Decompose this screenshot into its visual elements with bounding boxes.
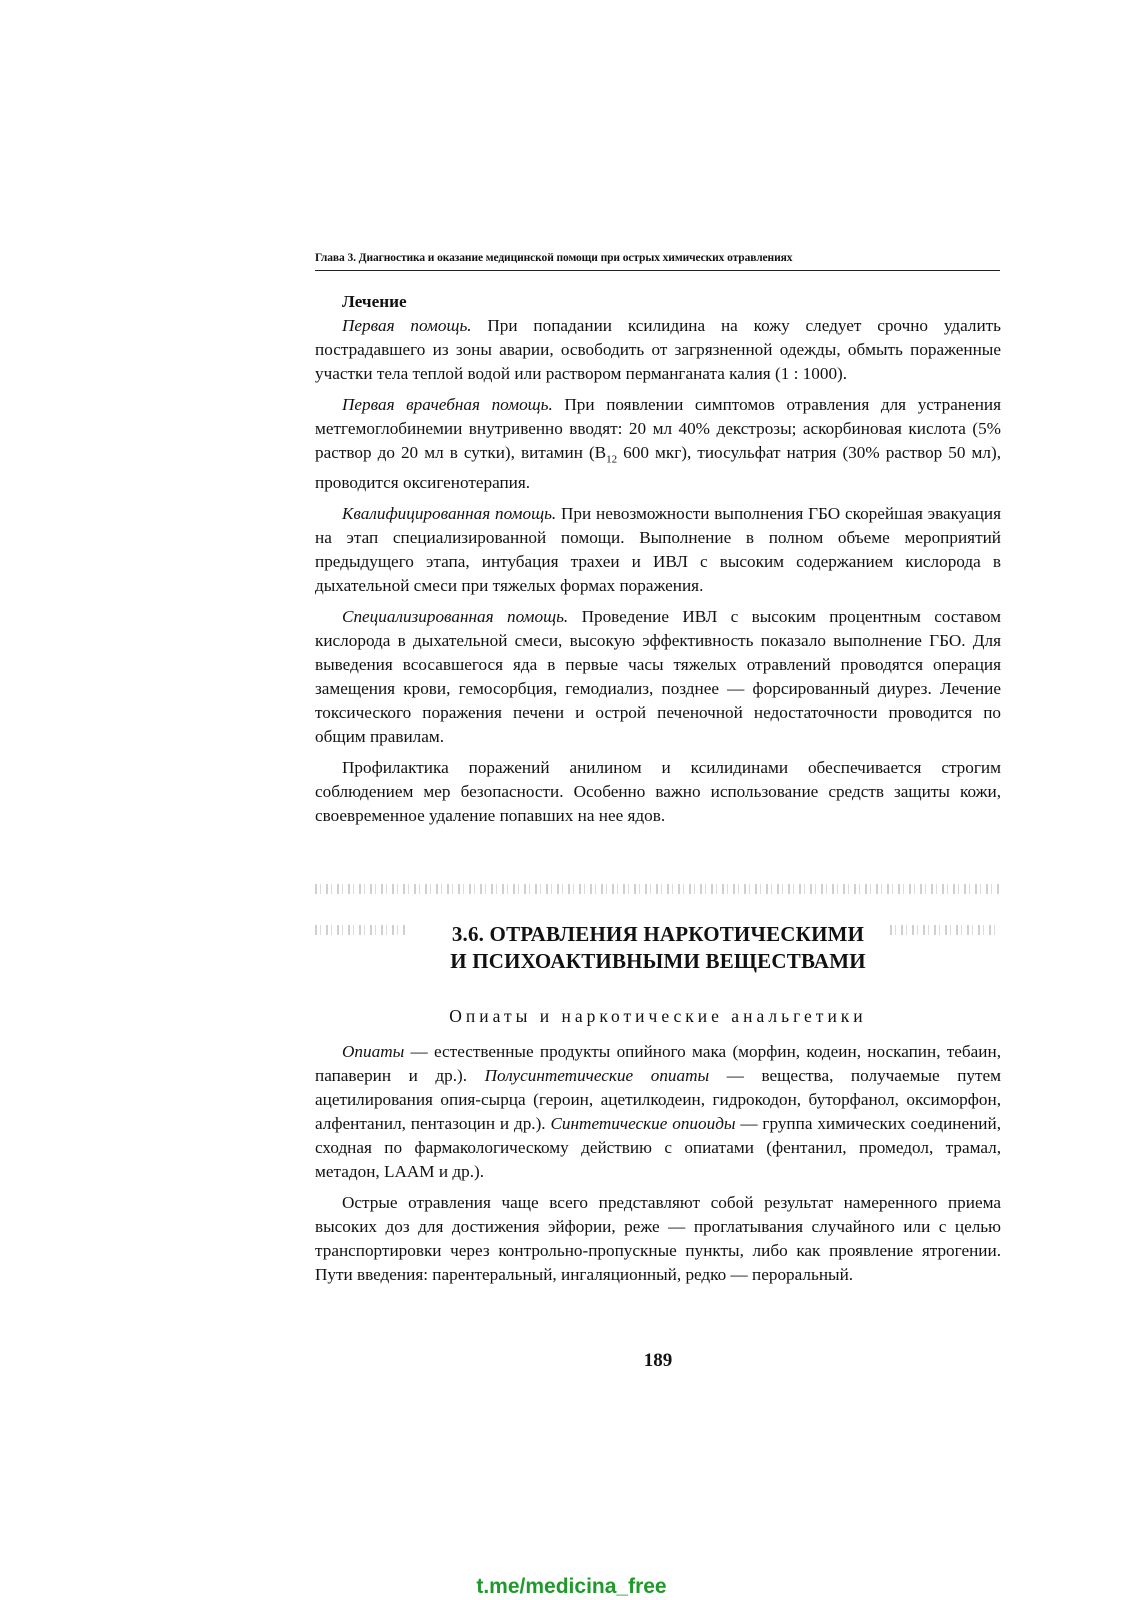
paragraph-text-tail: 600 мкг), тиосульфат натрия (30% раствор 50 мл), проводится оксигенотерапия. <box>315 443 1001 493</box>
page-number: 189 <box>643 1350 673 1371</box>
section-heading <box>315 921 1001 975</box>
paragraph-text: — группа химических соединений, сходная по фармакологическому действию с опиатами (фентанил, промедол, трамал, метадон, LAAM и др.). <box>315 1114 1002 1181</box>
paragraph-text: Проведение ИВЛ с высоким процентным составом кислорода в дыхательной смеси, высокую эффективность показало выполнение ГБО. Для выведения всосавшегося яда в первые часы тяжелых отравлений проводятся операция замещения крови, гемосорбция, гемодиализ, позднее — форсированный диурез. Лечение токсического поражения печени и острой печеночной недостаточности проводится по общим правилам. <box>315 607 1001 747</box>
paragraph-opiates-definitions <box>315 1040 1001 1184</box>
paragraph-text: При появлении симптомов отравления для устранения метгемоглобинемии внутривенно вводят: 20 мл 40% декстрозы; аскорбиновая кислота (5% раствор до 20 мл в сутки), витамин (B <box>315 395 1001 462</box>
section-heading-line1: 3.6. ОТРАВЛЕНИЯ НАРКОТИЧЕСКИМИ <box>451 922 865 946</box>
section-label: Лечение <box>342 292 407 311</box>
paragraph-prevention <box>315 756 1001 828</box>
vitamin-subscript: 12 <box>606 453 618 466</box>
footer-link[interactable]: t.me/medicina_free <box>476 1575 667 1598</box>
treatment-section <box>315 290 1001 835</box>
term: Синтетические опиоиды <box>550 1114 736 1133</box>
paragraph-first-medical-aid <box>315 393 1001 495</box>
term: Опиаты <box>342 1042 405 1061</box>
scan-artifact <box>315 884 1001 894</box>
subsection-heading: Опиаты и наркотические анальгетики <box>449 1006 867 1026</box>
opiates-section <box>315 1040 1001 1294</box>
paragraph-text: При попадании ксилидина на кожу следует срочно удалить пострадавшего из зоны аварии, освободить от загрязненной одежды, обмыть пораженные участки тела теплой водой или раствором перманганата калия (1 : 1000). <box>315 316 1001 383</box>
paragraph-text: Профилактика поражений анилином и ксилидинами обеспечивается строгим соблюдением мер безопасности. Особенно важно использование средств защиты кожи, своевременное удаление попавших на нее ядов. <box>315 758 1001 826</box>
paragraph-lead: Первая помощь. <box>342 316 472 335</box>
paragraph-qualified-aid <box>315 502 1001 598</box>
paragraph-acute-poisoning: Острые отравления чаще всего представляют собой результат намеренного приема высоких доз для достижения эйфории, реже — проглатывания случайного или с целью транспортировки через контрольно-пропускные пункты, либо как проявление ятрогении. Пути введения: парентеральный, ингаляционный, редко — пероральный. <box>315 1193 1001 1284</box>
running-head: Глава 3. Диагностика и оказание медицинской помощи при острых химических отравлениях <box>315 252 1000 271</box>
paragraph-first-aid <box>315 314 1001 386</box>
paragraph-lead: Первая врачебная помощь. <box>342 395 553 414</box>
paragraph-lead: Специализированная помощь. <box>342 607 569 627</box>
term: Полусинтетические опиаты <box>484 1066 710 1085</box>
paragraph-specialized-aid <box>315 605 1001 749</box>
paragraph-text: — вещества, получаемые путем ацетилирования опия-сырца (героин, ацетилкодеин, гидрокодон, буторфанол, оксиморфон, алфентанил, пентазоцин и др.). <box>315 1066 1001 1133</box>
paragraph-text: — естественные продукты опийного мака (морфин, кодеин, носкапин, тебаин, папаверин и др.). <box>315 1042 1001 1085</box>
paragraph-lead: Квалифицированная помощь. <box>342 504 557 524</box>
section-heading-line2: И ПСИХОАКТИВНЫМИ ВЕЩЕСТВАМИ <box>450 949 866 973</box>
paragraph-text: При невозможности выполнения ГБО скорейшая эвакуация на этап специализированной помощи. Выполнение в полном объеме мероприятий предыдущего этапа, интубация трахеи и ИВЛ с высоким содержанием кислорода в дыхательной смеси при тяжелых формах поражения. <box>315 504 1001 596</box>
